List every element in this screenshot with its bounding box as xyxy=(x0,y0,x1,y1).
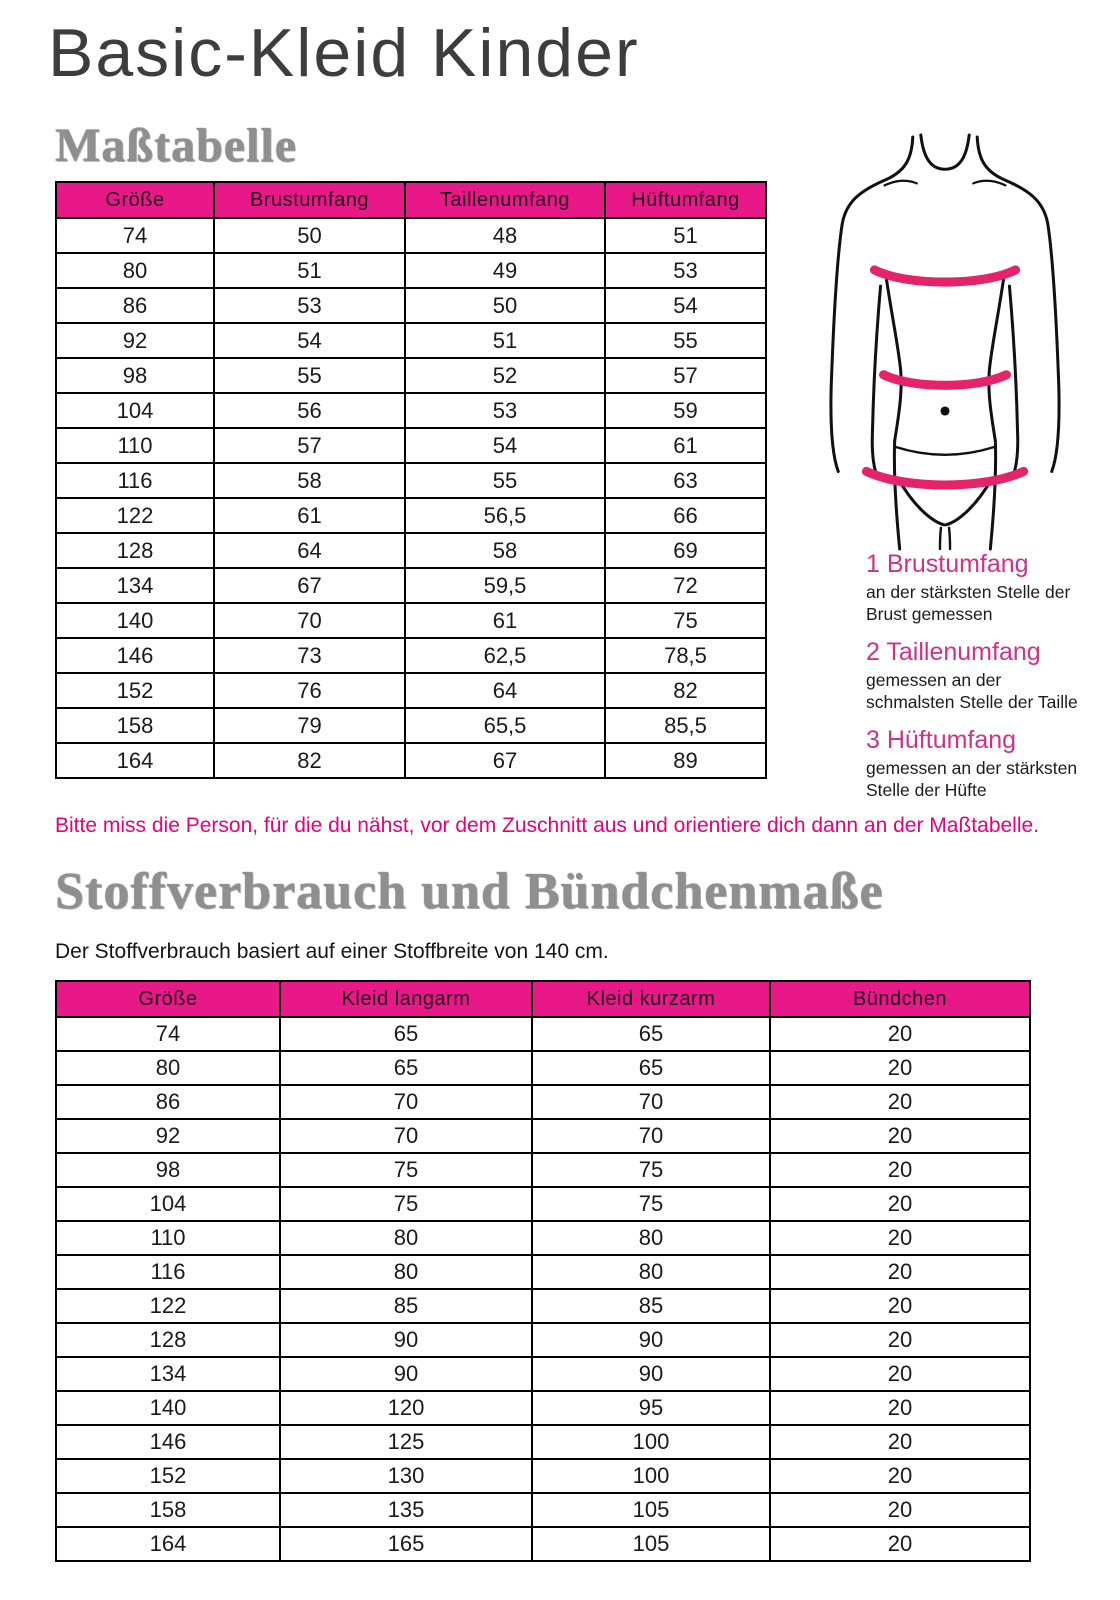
table-row xyxy=(56,1153,1030,1187)
table-cell: 76 xyxy=(214,673,405,708)
table-cell: 134 xyxy=(56,1357,280,1391)
table-cell: 70 xyxy=(532,1085,770,1119)
table-cell: 54 xyxy=(405,428,605,463)
table-cell: 64 xyxy=(405,673,605,708)
table-cell: 78,5 xyxy=(605,638,766,673)
table-cell: 92 xyxy=(56,1119,280,1153)
table-cell: 61 xyxy=(214,498,405,533)
table-cell: 70 xyxy=(280,1085,532,1119)
table-cell: 20 xyxy=(770,1493,1030,1527)
table-cell: 110 xyxy=(56,428,214,463)
table-row xyxy=(56,323,766,358)
table-cell: 55 xyxy=(605,323,766,358)
table-cell: 90 xyxy=(280,1323,532,1357)
table-cell: 75 xyxy=(532,1187,770,1221)
table-row xyxy=(56,638,766,673)
table-cell: 130 xyxy=(280,1459,532,1493)
table-cell: 58 xyxy=(214,463,405,498)
table-cell: 104 xyxy=(56,393,214,428)
table-row xyxy=(56,568,766,603)
left-clavicle-line xyxy=(885,181,917,186)
table-cell: 20 xyxy=(770,1085,1030,1119)
table-cell: 120 xyxy=(280,1391,532,1425)
table-cell: 105 xyxy=(532,1493,770,1527)
table-row xyxy=(56,393,766,428)
table-cell: 100 xyxy=(532,1459,770,1493)
table-cell: 116 xyxy=(56,1255,280,1289)
table-cell: 65 xyxy=(532,1017,770,1051)
measurement-legend xyxy=(866,550,1091,814)
table-row xyxy=(56,358,766,393)
right-torso-side xyxy=(989,280,1004,441)
table-cell: 90 xyxy=(280,1357,532,1391)
hip-measure-band xyxy=(866,471,1023,485)
table-cell: 74 xyxy=(56,1017,280,1051)
table-cell: 75 xyxy=(532,1153,770,1187)
table-row xyxy=(56,253,766,288)
legend-desc: gemessen an der schmalsten Stelle der Taille xyxy=(866,670,1078,712)
table-cell: 61 xyxy=(405,603,605,638)
table-row xyxy=(56,1459,1030,1493)
table-cell: 20 xyxy=(770,1323,1030,1357)
table-row xyxy=(56,288,766,323)
legend-desc: gemessen an der stärksten Stelle der Hüfte xyxy=(866,758,1078,800)
table-row xyxy=(56,743,766,778)
table-cell: 70 xyxy=(532,1119,770,1153)
table-cell: 20 xyxy=(770,1289,1030,1323)
table-cell: 48 xyxy=(405,218,605,253)
table-cell: 65 xyxy=(280,1017,532,1051)
measurement-note: Bitte miss die Person, für die du nähst, vor dem Zuschnitt aus und orientiere dich dann an der Maßtabelle. xyxy=(55,814,1040,837)
table-cell: 95 xyxy=(532,1391,770,1425)
table-row xyxy=(56,1425,1030,1459)
table-cell: 122 xyxy=(56,498,214,533)
table-cell: 66 xyxy=(605,498,766,533)
legend-item-taillenumfang xyxy=(866,638,1091,713)
table-cell: 125 xyxy=(280,1425,532,1459)
table-cell: 85,5 xyxy=(605,708,766,743)
table-cell: 164 xyxy=(56,743,214,778)
briefs-top-line xyxy=(897,447,994,455)
left-outer-leg xyxy=(894,441,899,549)
table-row xyxy=(56,603,766,638)
table-cell: 73 xyxy=(214,638,405,673)
table-cell: 152 xyxy=(56,673,214,708)
table-cell: 67 xyxy=(405,743,605,778)
table-cell: 56,5 xyxy=(405,498,605,533)
navel-dot xyxy=(940,406,949,415)
table-cell: 116 xyxy=(56,463,214,498)
table-cell: 100 xyxy=(532,1425,770,1459)
table-cell: 158 xyxy=(56,708,214,743)
table-row xyxy=(56,463,766,498)
table-row xyxy=(56,1527,1030,1561)
column-header: Größe xyxy=(56,981,280,1017)
right-inner-arm xyxy=(1009,286,1017,477)
table-cell: 86 xyxy=(56,1085,280,1119)
table-cell: 64 xyxy=(214,533,405,568)
table-cell: 90 xyxy=(532,1323,770,1357)
table-cell: 62,5 xyxy=(405,638,605,673)
table-cell: 53 xyxy=(605,253,766,288)
page-title: Basic-Kleid Kinder xyxy=(48,15,640,91)
table-row xyxy=(56,1017,1030,1051)
table-cell: 75 xyxy=(280,1153,532,1187)
table-cell: 79 xyxy=(214,708,405,743)
table-cell: 20 xyxy=(770,1391,1030,1425)
column-header: Kleid langarm xyxy=(280,981,532,1017)
table-cell: 80 xyxy=(532,1221,770,1255)
table-cell: 98 xyxy=(56,358,214,393)
table-cell: 90 xyxy=(532,1357,770,1391)
table-cell: 50 xyxy=(405,288,605,323)
table-cell: 135 xyxy=(280,1493,532,1527)
table-cell: 54 xyxy=(605,288,766,323)
table-row xyxy=(56,1119,1030,1153)
table-cell: 80 xyxy=(56,253,214,288)
table-cell: 89 xyxy=(605,743,766,778)
table-cell: 104 xyxy=(56,1187,280,1221)
fabric-table-header-row xyxy=(56,981,1030,1017)
table-cell: 20 xyxy=(770,1051,1030,1085)
legend-label: 2 Taillenumfang xyxy=(866,638,1041,666)
table-cell: 20 xyxy=(770,1357,1030,1391)
legend-item-hueftumfang xyxy=(866,726,1091,801)
table-cell: 146 xyxy=(56,638,214,673)
left-torso-side xyxy=(887,280,902,441)
table-row xyxy=(56,1323,1030,1357)
table-cell: 53 xyxy=(214,288,405,323)
table-cell: 52 xyxy=(405,358,605,393)
right-inner-leg xyxy=(949,528,950,549)
column-header: Brustumfang xyxy=(214,182,405,218)
table-row xyxy=(56,1085,1030,1119)
column-header: Kleid kurzarm xyxy=(532,981,770,1017)
table-cell: 20 xyxy=(770,1255,1030,1289)
table-cell: 128 xyxy=(56,1323,280,1357)
table-cell: 105 xyxy=(532,1527,770,1561)
table-cell: 65,5 xyxy=(405,708,605,743)
table-cell: 53 xyxy=(405,393,605,428)
table-cell: 58 xyxy=(405,533,605,568)
table-cell: 56 xyxy=(214,393,405,428)
legend-label: 1 Brustumfang xyxy=(866,550,1029,578)
table-cell: 98 xyxy=(56,1153,280,1187)
table-cell: 70 xyxy=(280,1119,532,1153)
table-cell: 55 xyxy=(405,463,605,498)
table-cell: 57 xyxy=(605,358,766,393)
table-cell: 72 xyxy=(605,568,766,603)
table-cell: 75 xyxy=(280,1187,532,1221)
table-cell: 165 xyxy=(280,1527,532,1561)
table-cell: 61 xyxy=(605,428,766,463)
table-cell: 80 xyxy=(56,1051,280,1085)
fabric-table xyxy=(55,980,1031,1562)
right-outer-leg xyxy=(990,441,995,549)
table-cell: 75 xyxy=(605,603,766,638)
table-cell: 20 xyxy=(770,1221,1030,1255)
table-cell: 65 xyxy=(280,1051,532,1085)
table-cell: 80 xyxy=(532,1255,770,1289)
measurement-table-header-row xyxy=(56,182,766,218)
table-cell: 50 xyxy=(214,218,405,253)
table-cell: 20 xyxy=(770,1153,1030,1187)
table-cell: 20 xyxy=(770,1017,1030,1051)
left-inner-arm xyxy=(872,286,880,477)
table-row xyxy=(56,498,766,533)
table-cell: 82 xyxy=(214,743,405,778)
table-cell: 140 xyxy=(56,1391,280,1425)
table-cell: 152 xyxy=(56,1459,280,1493)
table-cell: 82 xyxy=(605,673,766,708)
table-cell: 80 xyxy=(280,1221,532,1255)
column-header: Bündchen xyxy=(770,981,1030,1017)
table-row xyxy=(56,428,766,463)
table-row xyxy=(56,1493,1030,1527)
table-row xyxy=(56,708,766,743)
legend-desc: an der stärksten Stelle der Brust gemessen xyxy=(866,582,1071,624)
column-header: Taillenumfang xyxy=(405,182,605,218)
table-cell: 20 xyxy=(770,1527,1030,1561)
table-cell: 51 xyxy=(214,253,405,288)
table-cell: 57 xyxy=(214,428,405,463)
table-cell: 70 xyxy=(214,603,405,638)
table-cell: 86 xyxy=(56,288,214,323)
column-header: Größe xyxy=(56,182,214,218)
table-cell: 164 xyxy=(56,1527,280,1561)
chest-measure-band xyxy=(874,270,1015,282)
table-cell: 20 xyxy=(770,1187,1030,1221)
table-cell: 20 xyxy=(770,1459,1030,1493)
table-row xyxy=(56,1391,1030,1425)
table-cell: 110 xyxy=(56,1221,280,1255)
measurement-table xyxy=(55,181,767,779)
table-cell: 134 xyxy=(56,568,214,603)
section-heading-masstabelle: Maßtabelle xyxy=(55,119,297,172)
table-cell: 80 xyxy=(280,1255,532,1289)
table-cell: 85 xyxy=(532,1289,770,1323)
table-cell: 20 xyxy=(770,1425,1030,1459)
legend-item-brustumfang xyxy=(866,550,1091,625)
table-cell: 59,5 xyxy=(405,568,605,603)
table-cell: 20 xyxy=(770,1119,1030,1153)
table-cell: 128 xyxy=(56,533,214,568)
table-cell: 146 xyxy=(56,1425,280,1459)
table-row xyxy=(56,1221,1030,1255)
table-cell: 140 xyxy=(56,603,214,638)
table-cell: 51 xyxy=(405,323,605,358)
table-row xyxy=(56,1289,1030,1323)
table-cell: 85 xyxy=(280,1289,532,1323)
table-cell: 49 xyxy=(405,253,605,288)
table-cell: 122 xyxy=(56,1289,280,1323)
table-cell: 74 xyxy=(56,218,214,253)
section-heading-stoffverbrauch: Stoffverbrauch und Bündchenmaße xyxy=(55,863,884,920)
body-measurement-diagram xyxy=(823,133,1067,551)
table-cell: 158 xyxy=(56,1493,280,1527)
table-cell: 69 xyxy=(605,533,766,568)
table-cell: 92 xyxy=(56,323,214,358)
table-cell: 51 xyxy=(605,218,766,253)
table-cell: 67 xyxy=(214,568,405,603)
neckline xyxy=(921,135,969,169)
table-row xyxy=(56,1255,1030,1289)
table-cell: 59 xyxy=(605,393,766,428)
table-cell: 55 xyxy=(214,358,405,393)
table-cell: 65 xyxy=(532,1051,770,1085)
left-inner-leg xyxy=(940,528,941,549)
column-header: Hüftumfang xyxy=(605,182,766,218)
table-cell: 63 xyxy=(605,463,766,498)
table-row xyxy=(56,673,766,708)
fabric-intro: Der Stoffverbrauch basiert auf einer Stoffbreite von 140 cm. xyxy=(55,940,609,963)
table-row xyxy=(56,1357,1030,1391)
table-cell: 54 xyxy=(214,323,405,358)
table-row xyxy=(56,533,766,568)
table-row xyxy=(56,218,766,253)
table-row xyxy=(56,1051,1030,1085)
right-clavicle-line xyxy=(973,181,1005,186)
legend-label: 3 Hüftumfang xyxy=(866,726,1017,754)
table-row xyxy=(56,1187,1030,1221)
